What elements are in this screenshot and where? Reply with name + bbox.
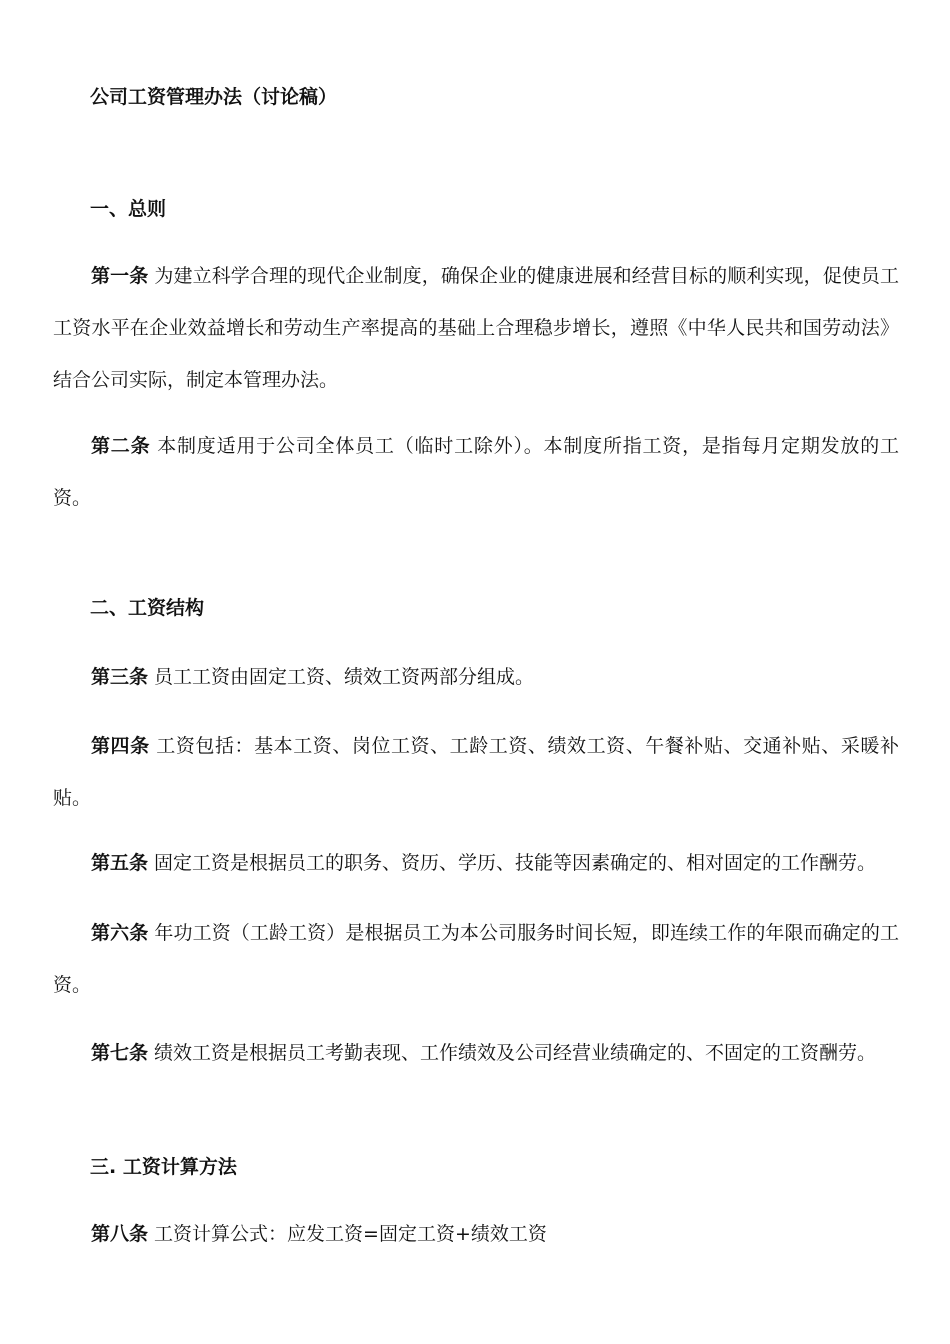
article-label: 第七条 (91, 1042, 149, 1064)
article-text: 绩效工资是根据员工考勤表现、工作绩效及公司经营业绩确定的、不固定的工资酬劳。 (148, 1042, 877, 1064)
article-2 (53, 420, 899, 524)
article-label: 第三条 (91, 666, 149, 688)
article-text: 本制度适用于公司全体员工（临时工除外）。本制度所指工资，是指每月定期发放的工资。 (53, 435, 899, 509)
article-1 (53, 250, 899, 406)
article-text: 固定工资是根据员工的职务、资历、学历、技能等因素确定的、相对固定的工作酬劳。 (148, 852, 877, 874)
document-title: 公司工资管理办法（讨论稿） (90, 86, 338, 108)
section-heading-general: 一、总则 (90, 198, 167, 220)
article-8 (53, 1208, 899, 1260)
article-label: 第八条 (91, 1223, 149, 1245)
article-label: 第六条 (91, 922, 149, 944)
article-7 (53, 1027, 899, 1079)
article-label: 第五条 (91, 852, 149, 874)
article-label: 第二条 (91, 435, 151, 457)
article-label: 第四条 (91, 735, 150, 757)
section-heading-structure: 二、工资结构 (90, 597, 205, 619)
section-heading-calculation: 三. 工资计算方法 (90, 1156, 237, 1178)
article-text: 工资计算公式：应发工资=固定工资+绩效工资 (148, 1223, 547, 1245)
article-label: 第一条 (91, 265, 149, 287)
article-text: 员工工资由固定工资、绩效工资两部分组成。 (148, 666, 535, 688)
article-text: 年功工资（工龄工资）是根据员工为本公司服务时间长短，即连续工作的年限而确定的工资。 (53, 922, 899, 996)
article-text: 工资包括：基本工资、岗位工资、工龄工资、绩效工资、午餐补贴、交通补贴、采暖补贴。 (53, 735, 899, 809)
article-3 (53, 651, 899, 703)
article-4 (53, 720, 899, 824)
article-6 (53, 907, 899, 1011)
article-5 (53, 837, 899, 889)
article-text: 为建立科学合理的现代企业制度，确保企业的健康进展和经营目标的顺利实现，促使员工工资水平在企业效益增长和劳动生产率提高的基础上合理稳步增长，遵照《中华人民共和国劳动法》结合公司实际，制定本管理办法。 (53, 265, 899, 391)
